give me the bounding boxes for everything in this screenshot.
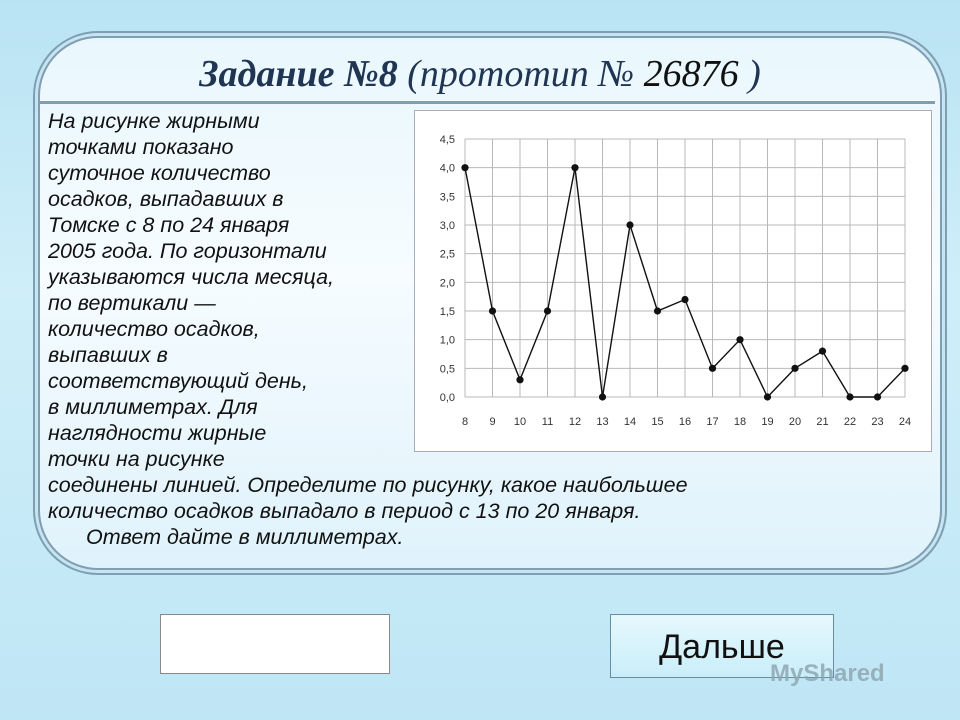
problem-line: соответствующий день, [48,369,308,393]
y-tick-label: 2,5 [439,248,455,261]
chart-svg [415,111,931,451]
problem-line: осадков, выпадавших в [48,187,284,211]
x-tick-label: 19 [761,416,774,428]
problem-line: Томске с 8 по 24 января [48,213,290,237]
problem-line: выпавших в [48,343,168,367]
answer-input[interactable] [160,614,390,674]
x-tick-label: 21 [816,416,829,428]
problem-line: в миллиметрах. Для [48,395,258,419]
x-tick-label: 18 [733,416,747,428]
x-tick-label: 16 [678,416,692,428]
title-divider [40,100,935,104]
x-tick-label: 24 [898,416,912,428]
x-tick-label: 12 [568,416,582,428]
data-point [516,376,523,383]
x-tick-label: 22 [843,416,857,428]
data-point [791,365,798,372]
y-tick-label: 4,5 [439,134,455,146]
title-close-paren: ) [748,53,761,95]
data-point [764,393,771,400]
y-tick-label: 1,0 [439,334,455,347]
x-tick-label: 11 [541,416,554,428]
data-point [901,365,908,372]
x-tick-label: 15 [651,416,664,428]
data-point [571,164,578,171]
x-tick-label: 23 [871,416,884,428]
x-tick-label: 10 [513,416,527,428]
data-point [626,221,633,228]
problem-line: указываются числа месяца, [48,265,334,289]
title-prototype: (прототип № [407,53,644,95]
problem-line: Ответ дайте в миллиметрах. [86,525,404,549]
problem-line: точки на рисунке [48,447,225,471]
problem-line: наглядности жирные [48,421,267,445]
problem-line: соединены линией. Определите по рисунку, какое наибольшее [48,473,688,497]
x-tick-label: 9 [489,416,496,428]
title-prototype-number: 26876 [643,53,739,95]
y-tick-label: 3,5 [439,191,455,204]
page-title [0,52,960,96]
x-tick-label: 17 [706,416,719,428]
data-point [544,307,551,314]
data-point [681,296,688,303]
problem-line: количество осадков, [48,317,260,341]
data-point [489,307,496,314]
data-point [599,393,606,400]
problem-line: 2005 года. По горизонтали [48,239,327,263]
x-tick-label: 14 [623,416,637,428]
watermark-logo: MyShared [770,660,885,687]
y-tick-label: 1,5 [439,306,455,318]
data-point [461,164,468,171]
x-tick-label: 8 [461,416,469,428]
y-tick-label: 4,0 [439,162,455,175]
y-tick-label: 0,5 [439,363,455,376]
data-point [819,348,826,355]
next-button[interactable]: Дальше [610,614,834,678]
data-point [874,393,881,400]
problem-line: по вертикали — [48,291,216,315]
precipitation-chart [414,110,932,452]
y-tick-label: 2,0 [439,277,455,290]
problem-line: количество осадков выпадало в период с 13 по 20 января. [48,499,641,523]
y-tick-label: 3,0 [439,220,455,232]
data-point [846,393,853,400]
problem-line: точками показано [48,135,234,159]
problem-line: На рисунке жирными [48,109,260,133]
y-tick-label: 0,0 [439,392,455,404]
title-task: Задание №8 [199,53,398,95]
x-tick-label: 20 [788,416,802,428]
data-point [736,336,743,343]
x-tick-label: 13 [596,416,609,428]
data-point [709,365,716,372]
data-point [654,307,661,314]
problem-line: суточное количество [48,161,271,185]
